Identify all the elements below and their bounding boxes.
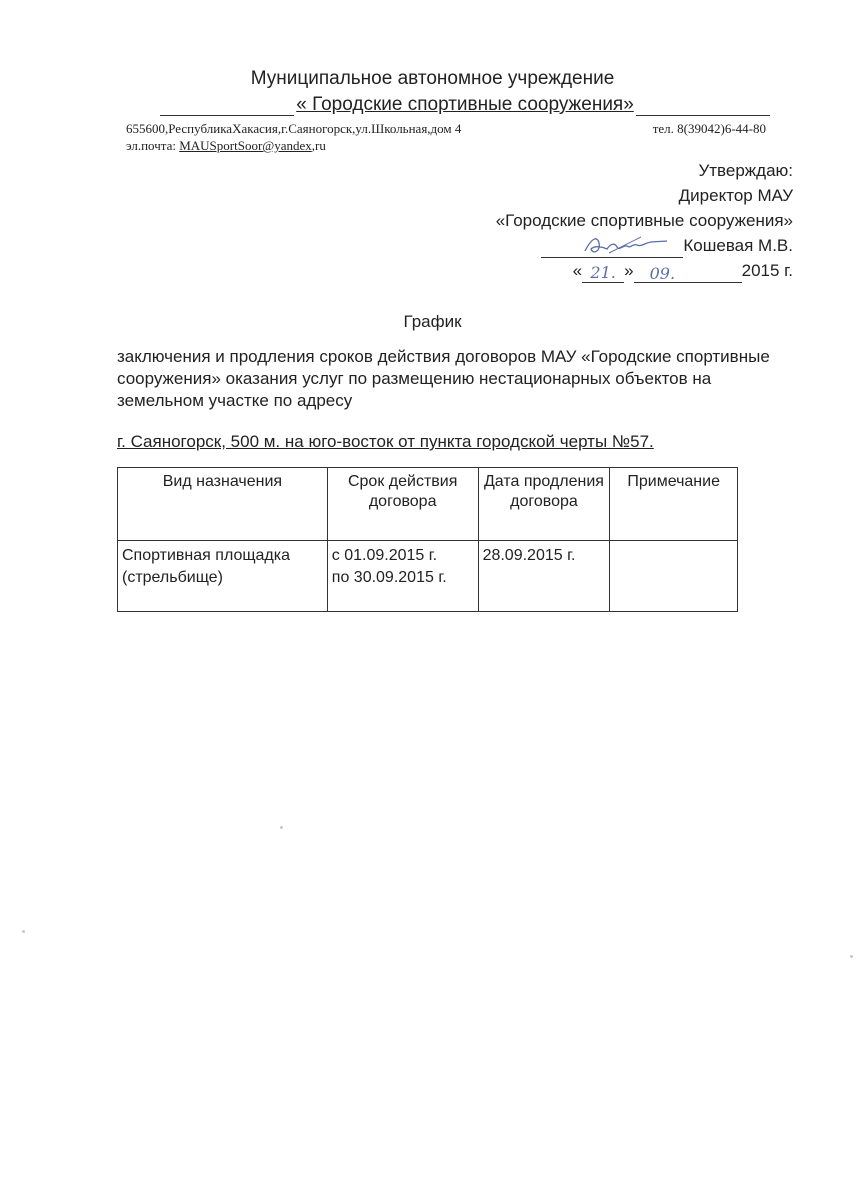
underline-fill-left xyxy=(160,97,294,116)
contact-row xyxy=(126,121,766,137)
underline-fill-right xyxy=(636,97,770,116)
approve-label: Утверждаю: xyxy=(698,161,793,180)
organization-name: « Городские спортивные сооружения» xyxy=(296,94,634,115)
approval-block xyxy=(496,158,793,283)
cell-type-line2: (стрельбище) xyxy=(122,569,223,586)
scan-speck xyxy=(22,930,25,933)
table-row xyxy=(118,541,738,612)
date-month: 09. xyxy=(634,265,742,283)
signature-line xyxy=(541,233,793,258)
column-header-term: Срок действия договора xyxy=(327,468,478,541)
date-year: 2015 г. xyxy=(741,261,793,280)
scan-speck xyxy=(280,826,283,829)
document-description: заключения и продления сроков действия договоров МАУ «Городские спортивные сооружения» оказания услуг по размещению нестационарных объектов на земельном участке по адресу xyxy=(117,347,770,410)
schedule-table xyxy=(117,467,738,612)
date-close-quote: » xyxy=(624,261,634,280)
table-header-row xyxy=(118,468,738,541)
cell-term-line2: по 30.09.2015 г. xyxy=(331,569,447,586)
date-day: 21. xyxy=(582,264,624,283)
cell-term xyxy=(327,541,478,612)
document-title: График xyxy=(403,312,462,331)
scan-speck xyxy=(850,955,853,958)
phone-number: тел. 8(39042)6-44-80 xyxy=(652,121,766,136)
postal-address: 655600,РеспубликаХакасия,г.Саяногорск,ул.Школьная,дом 4 xyxy=(126,121,462,136)
column-header-type: Вид назначения xyxy=(118,468,328,541)
approval-org: «Городские спортивные сооружения» xyxy=(495,211,793,230)
cell-note xyxy=(610,541,738,612)
date-open-quote: « xyxy=(572,261,583,280)
column-header-note: Примечание xyxy=(610,468,738,541)
cell-type-line1: Спортивная площадка xyxy=(122,547,290,564)
signature-image xyxy=(581,233,671,259)
email-suffix: ,ru xyxy=(311,138,326,153)
cell-type xyxy=(118,541,328,612)
cell-extension: 28.09.2015 г. xyxy=(478,541,610,612)
organization-type: Муниципальное автономное учреждение xyxy=(250,68,615,89)
email-row xyxy=(126,138,326,154)
email-label: эл.почта: xyxy=(126,138,176,153)
organization-name-line xyxy=(160,94,770,116)
approval-date xyxy=(496,258,793,283)
site-address: г. Саяногорск, 500 м. на юго-восток от пункта городской черты №57. xyxy=(117,432,654,451)
director-position: Директор МАУ xyxy=(678,186,793,205)
signature-blank xyxy=(541,241,683,258)
signer-name: Кошевая М.В. xyxy=(683,236,793,255)
column-header-extension: Дата продления договора xyxy=(478,468,610,541)
email-link[interactable]: MAUSportSoor@yandex xyxy=(179,138,312,153)
cell-term-line1: с 01.09.2015 г. xyxy=(331,547,438,564)
